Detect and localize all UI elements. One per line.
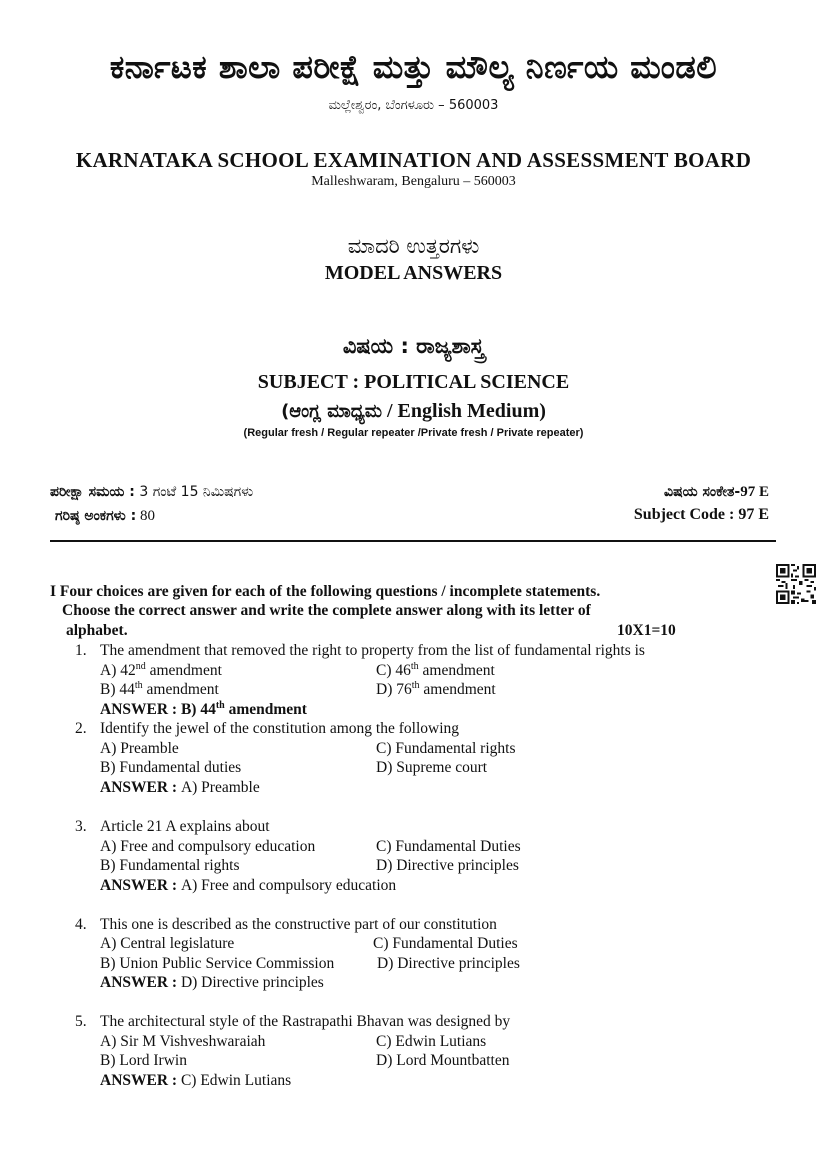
model-answers-english: MODEL ANSWERS [324,262,503,284]
option-d: D) Lord Mountbatten [376,1052,510,1069]
question-number: 4. [75,916,87,933]
answer-label: ANSWER : [100,779,181,796]
option-c: C) Fundamental Duties [376,838,521,855]
subject-code-kannada-label: ವಿಷಯ ಸಂಕೇತ- [664,484,741,500]
option-c [376,662,495,680]
qr-code-icon [776,564,816,604]
section-marks: 10X1=10 [617,622,676,639]
question-number: 5. [75,1013,87,1030]
question-text: The amendment that removed the right to property from the list of fundamental rights is [100,642,645,659]
instruction-line-1: I Four choices are given for each of the following questions / incomplete statements. [50,583,601,600]
answer [100,701,307,719]
answer-text: amendment [224,701,307,718]
option-d-value: D) 76 [376,681,412,698]
option-b-suffix: th [134,679,143,691]
answer [100,779,260,797]
answer [100,877,396,895]
answer-label: ANSWER : [100,701,181,718]
option-c-suffix: th [410,660,419,672]
header-divider [50,540,776,542]
question-number: 2. [75,720,87,737]
answer-text: A) Free and compulsory education [180,877,397,894]
option-d-text: amendment [419,681,496,698]
option-a: A) Free and compulsory education [100,838,316,855]
question-text: This one is described as the constructive part of our constitution [100,916,497,933]
option-d [376,681,496,699]
board-address-kannada: ಮಲ್ಲೇಶ್ವರಂ, ಬೆಂಗಳೂರು – 560003 [328,98,499,113]
option-b: B) Fundamental rights [100,857,240,874]
answer [100,1072,291,1090]
instruction-line-2: Choose the correct answer and write the complete answer along with its letter of [62,602,591,619]
answer-text: D) Directive principles [180,974,324,991]
option-b: B) Fundamental duties [100,759,242,776]
answer-value: B) 44 [180,701,216,718]
option-b: B) Lord Irwin [100,1052,187,1069]
board-title-english: KARNATAKA SCHOOL EXAMINATION AND ASSESSMENT BOARD [75,148,752,172]
medium-kannada: (ಆಂಗ್ಲ ಮಾಧ್ಯಮ [281,401,382,422]
question-text: Article 21 A explains about [100,818,270,835]
option-d: D) Directive principles [377,955,520,972]
medium-line [0,400,827,423]
option-b [100,681,219,699]
subject-code-kannada [664,482,769,501]
question-number: 1. [75,642,87,659]
max-marks-label: ಗರಿಷ್ಠ ಅಂಕಗಳು : [55,508,137,524]
option-a-suffix: nd [135,660,146,672]
question-text: The architectural style of the Rastrapathi Bhavan was designed by [100,1013,511,1030]
option-b-text: amendment [142,681,219,698]
subject-kannada: ವಿಷಯ : ರಾಜ್ಯಶಾಸ್ತ್ರ [342,334,485,358]
answer-suffix: th [215,699,225,711]
exam-duration-label: ಪರೀಕ್ಷಾ ಸಮಯ : [50,484,135,500]
max-marks [55,506,155,525]
answer [100,974,324,992]
board-title-kannada: ಕರ್ನಾಟಕ ಶಾಲಾ ಪರೀಕ್ಷೆ ಮತ್ತು ಮೌಲ್ಯ ನಿರ್ಣಯ ಮಂಡಲಿ [109,48,718,86]
question-text: Identify the jewel of the constitution among the following [100,720,460,737]
option-d: D) Supreme court [376,759,488,776]
answer-label: ANSWER : [100,974,181,991]
exam-duration-value: 3 ಗಂಟೆ 15 ನಿಮಿಷಗಳು [134,484,254,500]
option-c-value: C) 46 [376,662,411,679]
option-a: A) Preamble [100,740,179,757]
option-c: C) Edwin Lutians [376,1033,487,1050]
option-a-value: A) 42 [100,662,136,679]
option-b-value: B) 44 [100,681,135,698]
option-c: C) Fundamental Duties [373,935,518,952]
answer-label: ANSWER : [100,1072,181,1089]
option-c: C) Fundamental rights [376,740,516,757]
subject-code-kannada-value: 97 E [740,484,769,500]
candidate-categories: (Regular fresh / Regular repeater /Private fresh / Private repeater) [243,427,584,439]
option-a: A) Central legislature [100,935,235,952]
option-d: D) Directive principles [376,857,519,874]
exam-duration [50,482,253,500]
option-c-text: amendment [418,662,495,679]
board-address-english: Malleshwaram, Bengaluru – 560003 [311,174,516,189]
instruction-line-3: alphabet. [66,622,128,639]
option-a: A) Sir M Vishveshwaraiah [100,1033,266,1050]
subject-code-english: Subject Code : 97 E [633,506,769,523]
question-number: 3. [75,818,87,835]
option-d-suffix: th [411,679,420,691]
option-b: B) Union Public Service Commission [100,955,335,972]
subject-english: SUBJECT : POLITICAL SCIENCE [257,371,570,393]
option-a [100,662,222,680]
max-marks-value: 80 [136,508,155,524]
model-answers-kannada: ಮಾದರಿ ಉತ್ತರಗಳು [347,234,480,258]
option-a-text: amendment [145,662,222,679]
answer-text: C) Edwin Lutians [180,1072,292,1089]
answer-text: A) Preamble [180,779,260,796]
answer-label: ANSWER : [100,877,181,894]
medium-english: / English Medium) [382,400,546,422]
